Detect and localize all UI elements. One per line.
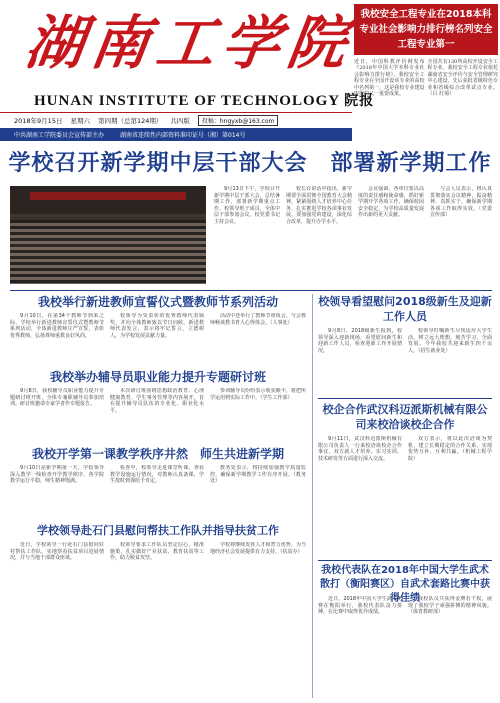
- lead-text: 9月13日下午，学校召开新学期中层干部大会，总结暑期工作，部署新学期重点工作。校领导班子成员，全体中层干部参加会议。校党委书记主持会议。: [214, 186, 280, 225]
- top-news-text: 近日，中国科教评价网发布《2018年中国大学本科专业社会影响力排行榜》。我校安全工程专业在全国开设该专业的高校中名列第一，这是我校专业建设取得的又一重要成果。: [354, 59, 425, 98]
- article-text: 9月8日，我校辅导员职业能力提升专题研讨班开班，全体专兼职辅导员参加培训。研讨班邀请专家学者作专题报告。: [10, 388, 104, 408]
- article-text: 活动中还举行了教师节座谈会，与会教师畅谈教书育人心得体会。（人事处）: [210, 313, 306, 326]
- article-text: 校领导为受表彰的优秀教师代表颁奖，并向全体教师致以节日问候。新进教师代表发言，表示将牢记誓言，立德树人，为学校发展贡献力量。: [110, 313, 204, 339]
- logo-char: 工: [152, 9, 218, 77]
- side-text: 9月8日，2018级新生报到，校领导深入迎新现场，看望慰问新生和迎新工作人员，检查迎新工作开展情况。: [318, 328, 402, 354]
- article-text: 学校将继续发挥人才和智力优势，为当地经济社会发展提供有力支持。（扶贫办）: [210, 542, 306, 555]
- page-count: 共四版: [170, 117, 190, 125]
- article-text-column: [110, 465, 204, 519]
- article-text: 校领导要求工作队员坚定信心，精准施策，扎实做好产业扶贫、教育扶贫等工作，助力脱贫攻坚。: [110, 542, 204, 562]
- meeting-photo: [10, 186, 206, 284]
- issue-info-row: [0, 113, 352, 128]
- side-text-column: [408, 596, 492, 698]
- side-text-column: [408, 436, 492, 536]
- article-text: 9月10日，在第34个教师节到来之际，学校举行新进教师宣誓仪式暨教师节系列活动，全体新进教师庄严宣誓，表彰优秀教师，弘扬尊师重教良好风尚。: [10, 313, 104, 339]
- side-text: 9月11日，武汉科迈派斯机械有限公司负责人一行来校洽谈校企合作事宜，双方就人才培养、实习实训、技术研发等方面进行深入交流。: [318, 436, 402, 462]
- lead-text: 与会人员表示，将认真贯彻落实会议精神，振奋精神，真抓实干，确保新学期各项工作取得实效。（党委宣传部）: [430, 186, 492, 219]
- section-divider: [10, 290, 492, 291]
- top-news-box: [354, 4, 498, 132]
- article-text: 检查中，校领导走进课堂听课，查看教学设施运行情况，对教师认真备课、学生按时到课给予肯定。: [110, 465, 204, 485]
- article-text: 参训辅导员纷纷表示收获颇丰，将把所学运用到实际工作中。（学生工作部）: [210, 388, 306, 401]
- logo-char: 院: [283, 9, 349, 77]
- article-text-column: [110, 388, 204, 442]
- article-text-column: [210, 542, 306, 698]
- main-headline[interactable]: 学校召开新学期中层干部大会 部署新学期工作: [8, 151, 492, 176]
- side-text-column: [408, 328, 492, 392]
- submission-email[interactable]: 投稿：hngyxb@163.com: [198, 115, 279, 126]
- side-text: 近日，2018年中国大学生武术比赛在衡阳举行，我校代表队奋力拼搏，在比赛中取得优异成绩。: [318, 596, 402, 616]
- masthead-logo: [21, 9, 349, 77]
- lead-text-column: [430, 186, 492, 284]
- side-text-column: [318, 328, 402, 392]
- side-text: 双方表示，将以此次洽谈为契机，建立长期稳定的合作关系，实现优势互补、互利共赢。（机械工程学院）: [408, 436, 492, 462]
- paper-tag: 院报: [344, 93, 375, 109]
- lead-text: 会议强调，各单位要以高度的责任感和使命感，抓好新学期开学各项工作，确保校园安全稳定，为学校高质量发展作出新的更大贡献。: [358, 186, 424, 219]
- lead-text-column: [214, 186, 280, 284]
- article-title-poverty-relief[interactable]: 学校领导赴石门县慰问帮扶工作队并指导扶贫工作: [37, 524, 279, 537]
- top-news-title[interactable]: 我校安全工程专业在2018本科专业社会影响力排行榜名列安全工程专业第一: [354, 4, 498, 55]
- logo-char: 湖: [21, 9, 87, 77]
- sponsor-text: 中共湖南工学院委员会宣传部主办: [14, 132, 105, 139]
- info-bar: [0, 112, 352, 139]
- article-text: 近日，学校领导一行赴石门县慰问驻村帮扶工作队，实地察看扶贫项目进展情况，并与当地干部群众座谈。: [10, 542, 104, 562]
- side-title-enterprise[interactable]: 校企合作武汉科迈派斯机械有限公司来校洽谈校企合作: [322, 403, 488, 431]
- issue-number: 第四期（总第124期）: [97, 117, 163, 125]
- top-news-body: [354, 59, 498, 97]
- article-text: 教务处表示，将持续加强教学质量监控，确保新学期教学工作有序开展。（教务处）: [210, 465, 306, 485]
- article-text: 9月10日是新学期第一天，学校领导深入教学一线检查开学教学秩序，各学院教学运行平稳，师生精神饱满。: [10, 465, 104, 485]
- lead-text: 校长在讲话中指出，新学期要全面贯彻全国教育大会精神，紧紧围绕人才培养中心任务，扎实推进学校各项事业发展。要加强党的建设，深化综合改革，提升办学水平。: [286, 186, 352, 225]
- issue-date: 2018年9月15日: [14, 117, 63, 125]
- article-text-column: [210, 465, 306, 519]
- side-text: 我校队员共获得金牌若干枚，展现了我校学子顽强拼搏的精神风貌。（体育教研部）: [408, 596, 492, 616]
- publisher-row: [0, 128, 352, 141]
- side-title-freshmen[interactable]: 校领导看望慰问2018级新生及迎新工作人员: [318, 295, 492, 323]
- article-text-column: [10, 388, 104, 442]
- side-text-column: [318, 596, 402, 698]
- article-title-counselor-training[interactable]: 我校举办辅导员职业能力提升专题研讨班: [49, 370, 266, 384]
- side-divider: [318, 560, 492, 561]
- article-title-teacher-oath[interactable]: 我校举行新进教师宣誓仪式暨教师节系列活动: [37, 295, 278, 309]
- side-divider: [318, 398, 492, 399]
- article-text-column: [210, 388, 306, 442]
- side-text: 校领导叮嘱新生尽快适应大学生活，树立远大理想，刻苦学习，全面发展。今年我校共迎来新生四千余人。（招生就业处）: [408, 328, 492, 354]
- article-text: 本次研讨班围绕思想政治教育、心理健康教育、学生事务管理等内容展开，旨在提升辅导员队伍的专业化、职业化水平。: [110, 388, 204, 414]
- side-title-martial-arts[interactable]: 我校代表队在2018年中国大学生武术散打（衡阳赛区）自武术套路比赛中获得佳绩: [320, 565, 490, 604]
- photo-stage: [10, 186, 206, 214]
- masthead-english-name: [34, 90, 374, 110]
- english-name: HUNAN INSTITUTE OF TECHNOLOGY: [34, 93, 341, 109]
- permit-number: 湖南省连续性内部资料准印证号（湘）第014号: [120, 132, 246, 139]
- logo-char: 南: [86, 9, 153, 77]
- photo-audience: [10, 220, 206, 284]
- article-title-first-class[interactable]: 我校开学第一课教学秩序井然 师生共进新学期: [31, 447, 284, 461]
- photo-banner: [30, 192, 186, 200]
- side-text-column: [318, 436, 402, 536]
- logo-char: 学: [217, 9, 284, 77]
- article-text-column: [110, 542, 204, 698]
- article-text-column: [110, 313, 204, 365]
- article-text-column: [10, 465, 104, 519]
- article-text-column: [10, 313, 104, 365]
- lead-text-column: [286, 186, 352, 284]
- top-news-text: 全国共有130所高校开设安全工程专业。我校安全工程专业依托湖南省安全评价与安全管理研究中心建设，先后获批省级特色专业和省级综合改革试点专业。（吕 红菊）: [427, 59, 498, 98]
- column-divider: [312, 294, 313, 698]
- lead-text-column: [358, 186, 424, 284]
- article-text-column: [10, 542, 104, 698]
- article-text-column: [210, 313, 306, 365]
- issue-weekday: 星期六: [70, 117, 90, 125]
